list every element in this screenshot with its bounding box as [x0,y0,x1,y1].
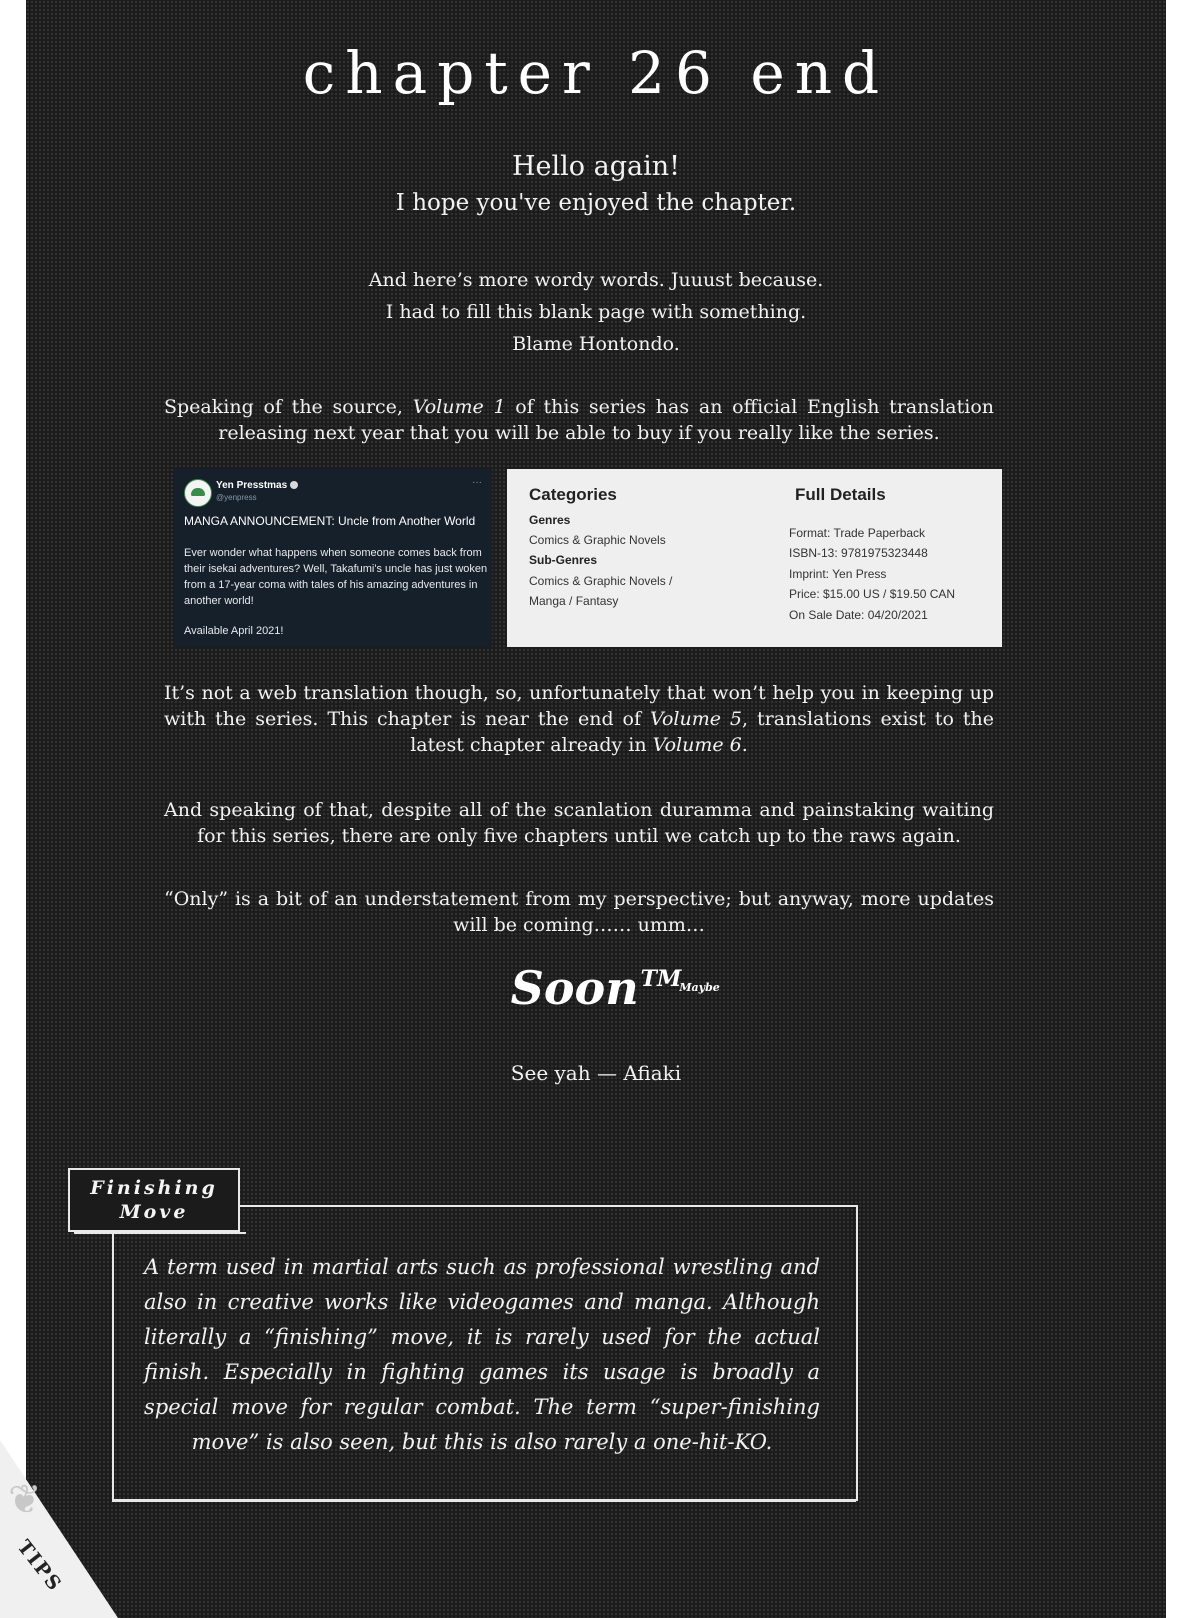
catch-up-paragraph: And speaking of that, despite all of the scanlation duramma and painstaking waiting for this series, there are only five chapters until we catch up to the raws again. [164,799,994,847]
genres-value: Comics & Graphic Novels [529,533,666,547]
translation-text-b: , translations exist to the latest chapter already in [410,708,994,756]
more-options-icon: ··· [472,477,482,488]
tip-label-line-2: Move [119,1201,189,1223]
full-details-heading: Full Details [795,485,886,504]
verified-badge-icon [290,481,298,489]
chapter-title: chapter 26 end [302,39,890,107]
tip-label-line-1: Finishing [90,1177,218,1199]
fleur-ornament-icon: ❦ [8,1477,42,1522]
maybe-note: Maybe [679,981,720,994]
soon-word: Soon [510,961,639,1015]
tip-box-underline [112,1500,856,1502]
tweet-headline: MANGA ANNOUNCEMENT: Uncle from Another World [184,514,476,528]
book-details-card [507,469,1002,647]
wordy-line-2: I had to fill this blank page with something. [385,301,807,323]
soon-tm-heading [26,958,1166,1027]
chapter-end-page [26,0,1166,1618]
tweet-author-name: Yen Presstmas [216,480,288,491]
translation-paragraph [164,680,994,758]
categories-heading: Categories [529,485,617,504]
volume-6-title: Volume 6 [652,734,742,756]
tips-corner-label: TIPS [12,1536,67,1597]
translation-text-c: . [741,734,748,756]
wordy-line-3: Blame Hontondo. [512,333,680,355]
volume-1-title: Volume 1 [412,396,506,418]
updates-paragraph: “Only” is a bit of an understatement from my perspective; but anyway, more updates will be coming…… umm… [164,888,994,936]
signoff: See yah — Afiaki [510,1061,682,1085]
source-text-b: of this series has an official English translation releasing next year that you will be able to buy if you really like the series. [218,396,995,444]
translation-text-a: It’s not a web translation though, so, unfortunately that won’t help you in keeping up with the series. This chapter is near the end of [164,682,994,730]
soon-tm-wrap [510,958,720,1027]
isbn-detail: ISBN-13: 9781975323448 [789,546,928,560]
subgenres-value-2: Manga / Fantasy [529,594,619,608]
tweet-handle: @yenpress [216,493,257,502]
greeting-line-1: Hello again! [512,151,680,182]
source-paragraph [164,394,994,446]
source-text-a: Speaking of the source, [164,396,413,418]
wordy-words-block [26,264,1166,360]
trademark-mark: TM [640,966,682,992]
finishing-move-definition: A term used in martial arts such as professional wrestling and also in creative works like videogames and manga. Although literally a “finishing” move, it is rarely used for the actual finish. Especially in fighting games its usage is broadly a special move for regular combat. The term “super-finishing move” is also seen, but this is also rarely a one-hit-KO. [144,1255,820,1454]
tweet-author [216,480,298,491]
greeting-line-2: I hope you've enjoyed the chapter. [395,190,797,216]
tweet-card [174,469,492,647]
price-detail: Price: $15.00 US / $19.50 CAN [789,587,956,601]
onsale-detail: On Sale Date: 04/20/2021 [789,608,928,622]
wordy-line-1: And here’s more wordy words. Juuust because. [368,269,824,291]
finishing-move-label [68,1168,240,1232]
imprint-detail: Imprint: Yen Press [789,567,887,581]
volume-5-title: Volume 5 [649,708,742,730]
tweet-availability: Available April 2021! [184,625,284,637]
genres-label: Genres [529,513,571,527]
subgenres-value-1: Comics & Graphic Novels / [529,574,673,588]
format-detail: Format: Trade Paperback [789,526,926,540]
subgenres-label: Sub-Genres [529,553,598,567]
tip-label-underline [74,1232,246,1234]
tips-corner-tab [0,1440,118,1618]
tweet-body: Ever wonder what happens when someone comes back from their isekai adventures? Well, Takafumi's uncle has just woken from a 17-year coma with tales of his amazing adventures in another world! [184,547,488,607]
yen-press-avatar [184,479,212,507]
